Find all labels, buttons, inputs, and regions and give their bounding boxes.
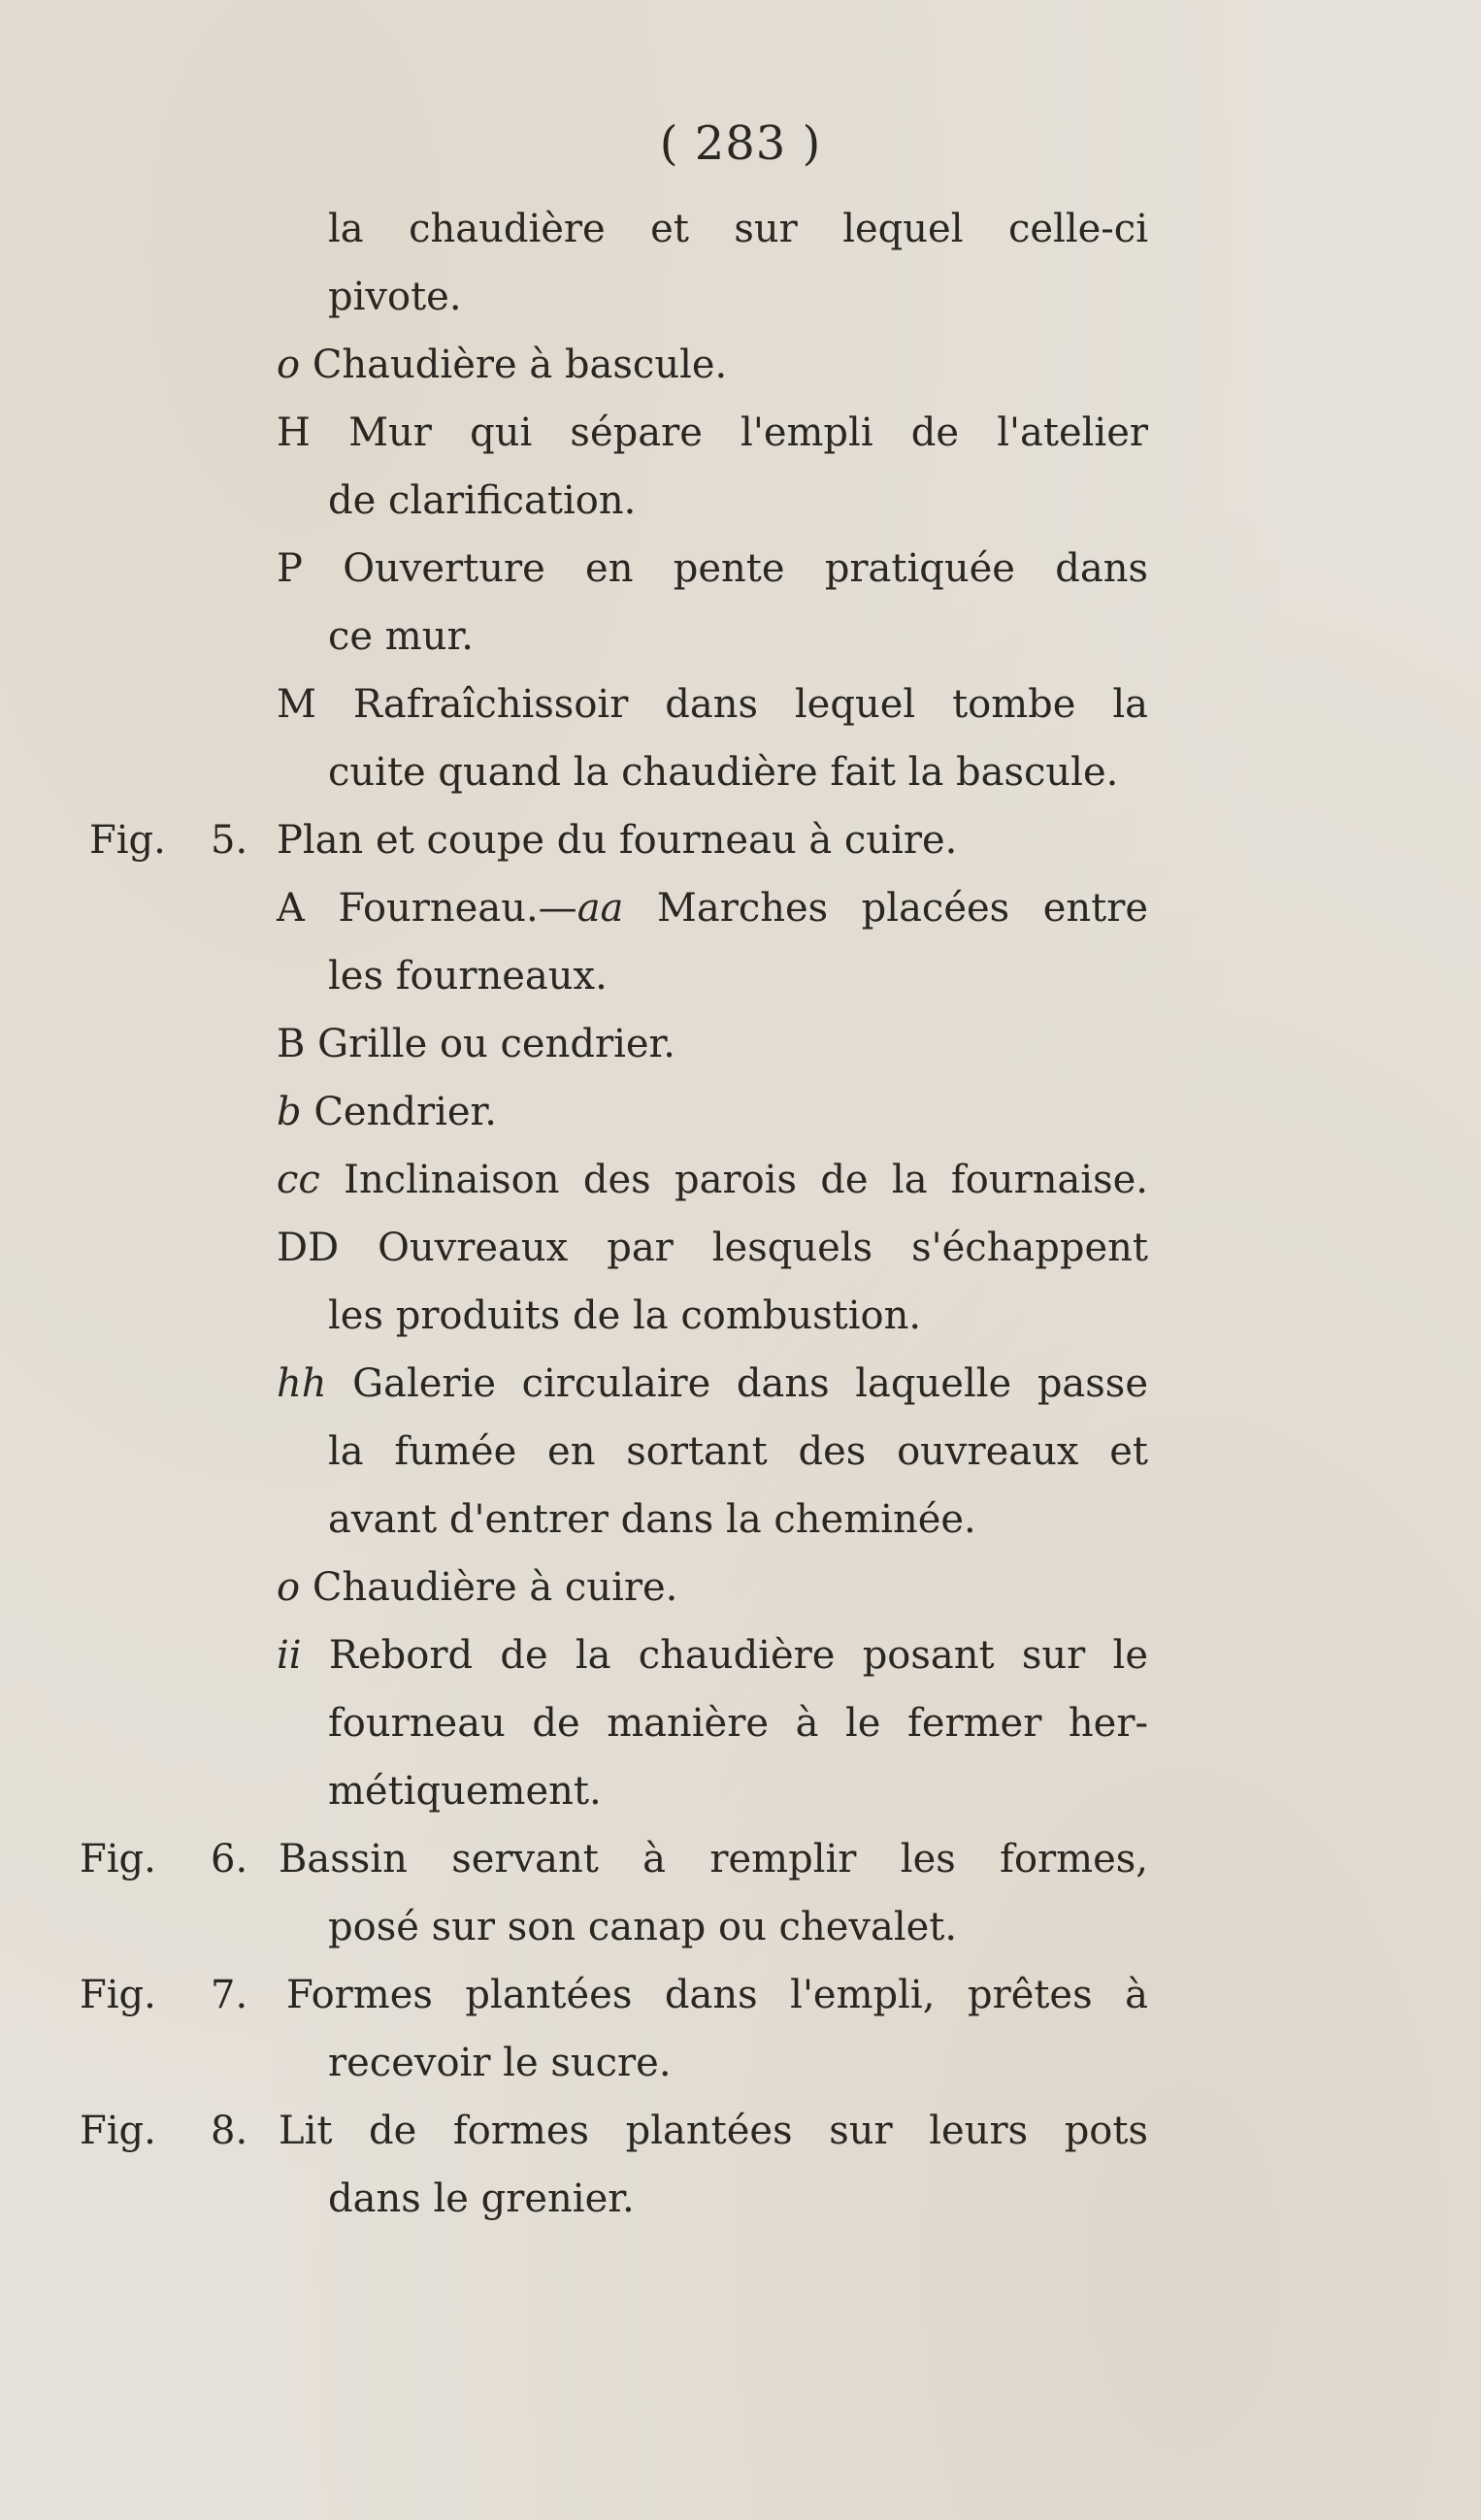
legend-item <box>277 1628 1148 1683</box>
legend-key: cc <box>277 1158 320 1202</box>
legend-item <box>277 677 1148 732</box>
legend-text: Galerie circulaire dans laquelle passe <box>352 1361 1148 1406</box>
text-line <box>328 745 1118 800</box>
legend-text: Rebord de la chaudière posant sur le <box>328 1633 1149 1678</box>
line-text: la fumée en sortant des ouvreaux et <box>328 1429 1148 1474</box>
figure-caption: Lit de formes plantées sur leurs pots <box>279 2109 1148 2153</box>
figure-entry <box>80 1968 1148 2022</box>
figure-entry <box>80 1832 1148 1886</box>
text-line <box>328 949 608 1003</box>
legend-item <box>277 881 1148 935</box>
legend-text: Chaudière à cuire. <box>312 1565 678 1610</box>
legend-text: Inclinaison des parois de la fournaise. <box>344 1158 1149 1202</box>
text-line <box>328 1764 602 1818</box>
legend-key: hh <box>277 1361 327 1406</box>
line-text: pivote. <box>328 275 462 319</box>
line-text: fourneau de manière à le fermer her- <box>328 1701 1148 1746</box>
legend-key: o <box>277 343 301 387</box>
line-text: ce mur. <box>328 614 474 659</box>
line-text: avant d'entrer dans la cheminée. <box>328 1497 976 1542</box>
figure-entry <box>80 2104 1148 2158</box>
legend-text: Rafraîchissoir dans lequel tombe la <box>352 682 1148 727</box>
text-line <box>328 2036 672 2090</box>
line-text: posé sur son canap ou chevalet. <box>328 1905 958 1949</box>
legend-key: B <box>277 1022 306 1066</box>
legend-item <box>277 1153 1148 1207</box>
legend-item <box>277 1357 1148 1411</box>
legend-item <box>277 541 1148 596</box>
legend-text: Marches placées entre <box>656 886 1148 931</box>
legend-item <box>277 338 727 392</box>
text-line <box>328 1900 957 1954</box>
legend-key: DD <box>277 1226 340 1270</box>
text-line <box>328 270 462 324</box>
line-text: cuite quand la chaudière fait la bascule. <box>328 750 1119 795</box>
legend-key: H <box>277 410 311 455</box>
line-text: les fourneaux. <box>328 954 608 998</box>
legend-key: o <box>277 1565 301 1610</box>
legend-text: Fourneau.— <box>338 886 577 931</box>
figure-caption: Plan et coupe du fourneau à cuire. <box>277 818 958 863</box>
text-line <box>328 474 636 528</box>
figure-number: 8. <box>211 2109 248 2153</box>
figure-label: Fig. <box>80 1837 156 1882</box>
legend-item <box>277 1085 497 1139</box>
figure-caption: Bassin servant à remplir les formes, <box>279 1837 1148 1882</box>
legend-item <box>277 1017 675 1071</box>
line-text: les produits de la combustion. <box>328 1293 922 1338</box>
legend-text: Ouverture en pente pratiquée dans <box>343 546 1148 591</box>
legend-key: aa <box>576 886 624 931</box>
figure-number: 7. <box>211 1973 248 2017</box>
legend-key: ii <box>277 1633 302 1678</box>
legend-key: M <box>277 682 316 727</box>
legend-item <box>277 1560 677 1615</box>
legend-key: b <box>277 1090 302 1134</box>
legend-text: Chaudière à bascule. <box>312 343 728 387</box>
line-text: la chaudière et sur lequel celle-ci <box>328 207 1148 251</box>
text-line <box>328 1424 1148 1479</box>
legend-text: Mur qui sépare l'empli de l'atelier <box>348 410 1149 455</box>
legend-text: Grille ou cendrier. <box>317 1022 675 1066</box>
figure-label: Fig. <box>80 2109 156 2153</box>
legend-item <box>277 1221 1148 1275</box>
line-text: métiquement. <box>328 1769 602 1814</box>
figure-label: Fig. <box>80 1973 156 2017</box>
text-line <box>328 2172 635 2226</box>
figure-caption: Formes plantées dans l'empli, prêtes à <box>286 1973 1148 2017</box>
text-line <box>328 609 474 664</box>
page-number: ( 283 ) <box>659 116 822 171</box>
text-line <box>328 1492 976 1547</box>
figure-number: 5. <box>211 818 248 863</box>
legend-text: Cendrier. <box>313 1090 497 1134</box>
legend-item <box>277 406 1148 460</box>
line-text: de clarification. <box>328 478 637 523</box>
legend-key: A <box>277 886 305 931</box>
text-line <box>328 1696 1148 1751</box>
line-text: recevoir le sucre. <box>328 2041 672 2085</box>
text-line <box>328 202 1148 256</box>
figure-label: Fig. <box>89 818 166 863</box>
legend-key: P <box>277 546 303 591</box>
line-text: dans le grenier. <box>328 2176 635 2221</box>
legend-text: Ouvreaux par lesquels s'échappent <box>378 1226 1149 1270</box>
text-line <box>328 1289 921 1343</box>
figure-number: 6. <box>211 1837 248 1882</box>
figure-entry <box>89 813 957 867</box>
